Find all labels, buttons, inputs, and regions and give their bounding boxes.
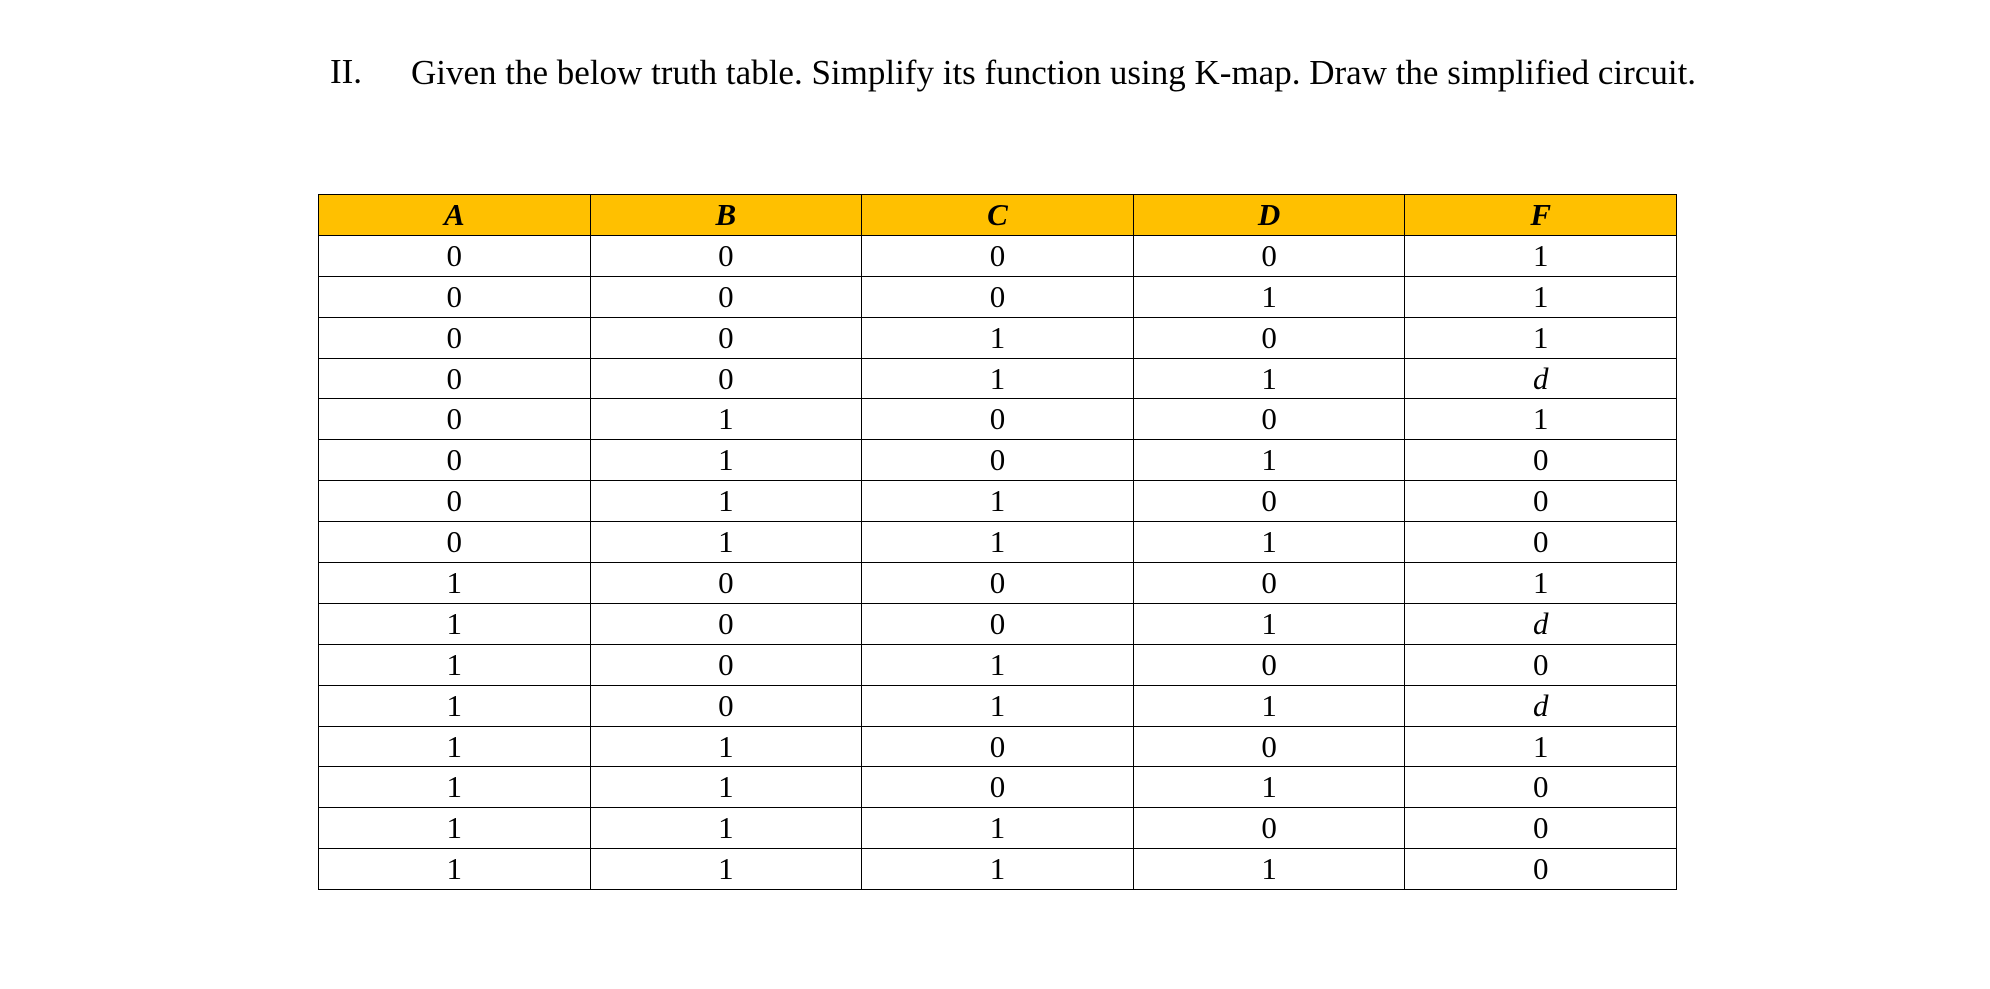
cell-d: 1 [1133, 767, 1405, 808]
table-row [319, 644, 1677, 685]
cell-c: 1 [862, 358, 1134, 399]
cell-d: 0 [1133, 317, 1405, 358]
cell-a: 1 [319, 849, 591, 890]
cell-f: 0 [1405, 849, 1677, 890]
table-row [319, 317, 1677, 358]
question-text: Given the below truth table. Simplify its function using K-map. Draw the simplified circuit. [411, 53, 1697, 92]
cell-d: 1 [1133, 440, 1405, 481]
cell-f: 0 [1405, 481, 1677, 522]
table-row [319, 563, 1677, 604]
cell-c: 1 [862, 317, 1134, 358]
table-row [319, 767, 1677, 808]
cell-b: 0 [590, 235, 862, 276]
cell-a: 1 [319, 808, 591, 849]
cell-f: 1 [1405, 563, 1677, 604]
cell-a: 0 [319, 235, 591, 276]
cell-f: 1 [1405, 276, 1677, 317]
table-row [319, 235, 1677, 276]
cell-b: 1 [590, 808, 862, 849]
cell-c: 0 [862, 276, 1134, 317]
cell-b: 1 [590, 481, 862, 522]
column-header-c: C [862, 195, 1134, 236]
cell-a: 0 [319, 317, 591, 358]
cell-c: 0 [862, 563, 1134, 604]
cell-d: 1 [1133, 849, 1405, 890]
cell-c: 0 [862, 603, 1134, 644]
cell-d: 0 [1133, 808, 1405, 849]
cell-b: 0 [590, 685, 862, 726]
cell-f: 1 [1405, 726, 1677, 767]
cell-c: 0 [862, 726, 1134, 767]
cell-b: 1 [590, 726, 862, 767]
cell-d: 1 [1133, 685, 1405, 726]
table-row [319, 522, 1677, 563]
cell-b: 1 [590, 849, 862, 890]
column-header-b: B [590, 195, 862, 236]
table-row [319, 849, 1677, 890]
cell-d: 0 [1133, 563, 1405, 604]
cell-f: d [1405, 358, 1677, 399]
cell-f: 0 [1405, 767, 1677, 808]
table-row [319, 440, 1677, 481]
cell-b: 0 [590, 276, 862, 317]
table-row [319, 603, 1677, 644]
cell-c: 0 [862, 399, 1134, 440]
truth-table-header-row [319, 195, 1677, 236]
cell-b: 0 [590, 603, 862, 644]
cell-b: 1 [590, 399, 862, 440]
cell-d: 0 [1133, 235, 1405, 276]
cell-a: 0 [319, 522, 591, 563]
cell-b: 1 [590, 767, 862, 808]
cell-f: 0 [1405, 440, 1677, 481]
cell-d: 0 [1133, 644, 1405, 685]
column-header-f: F [1405, 195, 1677, 236]
cell-b: 0 [590, 317, 862, 358]
table-row [319, 276, 1677, 317]
cell-a: 1 [319, 603, 591, 644]
cell-d: 1 [1133, 276, 1405, 317]
table-row [319, 808, 1677, 849]
cell-a: 0 [319, 276, 591, 317]
table-row [319, 685, 1677, 726]
cell-b: 1 [590, 522, 862, 563]
cell-a: 0 [319, 440, 591, 481]
cell-a: 0 [319, 399, 591, 440]
cell-d: 1 [1133, 358, 1405, 399]
cell-c: 1 [862, 644, 1134, 685]
cell-c: 1 [862, 481, 1134, 522]
cell-a: 1 [319, 644, 591, 685]
column-header-d: D [1133, 195, 1405, 236]
cell-b: 0 [590, 563, 862, 604]
cell-b: 0 [590, 644, 862, 685]
table-row [319, 481, 1677, 522]
cell-a: 1 [319, 726, 591, 767]
cell-d: 0 [1133, 481, 1405, 522]
cell-a: 1 [319, 685, 591, 726]
cell-c: 0 [862, 440, 1134, 481]
table-row [319, 358, 1677, 399]
cell-f: 1 [1405, 399, 1677, 440]
cell-f: d [1405, 603, 1677, 644]
truth-table [318, 194, 1677, 890]
question-number: II. [330, 52, 363, 91]
cell-c: 1 [862, 849, 1134, 890]
cell-c: 0 [862, 235, 1134, 276]
table-row [319, 726, 1677, 767]
cell-d: 0 [1133, 399, 1405, 440]
column-header-a: A [319, 195, 591, 236]
cell-c: 0 [862, 767, 1134, 808]
table-row [319, 399, 1677, 440]
truth-table-body [319, 235, 1677, 889]
cell-f: 0 [1405, 644, 1677, 685]
cell-b: 0 [590, 358, 862, 399]
cell-a: 1 [319, 767, 591, 808]
cell-c: 1 [862, 522, 1134, 563]
cell-a: 0 [319, 358, 591, 399]
cell-c: 1 [862, 685, 1134, 726]
cell-f: 1 [1405, 235, 1677, 276]
cell-f: d [1405, 685, 1677, 726]
cell-a: 1 [319, 563, 591, 604]
cell-d: 0 [1133, 726, 1405, 767]
cell-b: 1 [590, 440, 862, 481]
cell-d: 1 [1133, 603, 1405, 644]
cell-c: 1 [862, 808, 1134, 849]
cell-d: 1 [1133, 522, 1405, 563]
cell-f: 1 [1405, 317, 1677, 358]
cell-f: 0 [1405, 808, 1677, 849]
cell-f: 0 [1405, 522, 1677, 563]
cell-a: 0 [319, 481, 591, 522]
